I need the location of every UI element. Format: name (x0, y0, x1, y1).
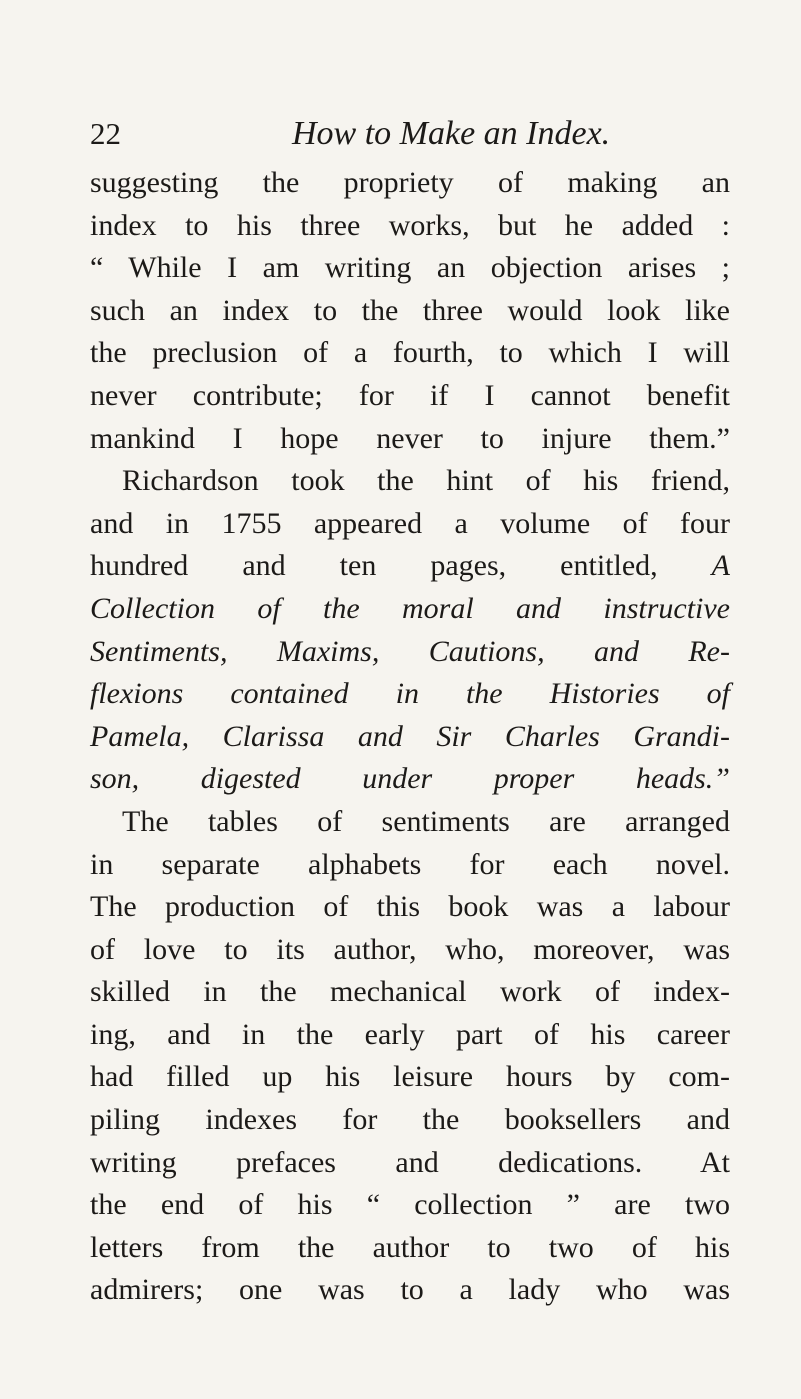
text-line (90, 758, 730, 801)
text-segment: Richardson took the hint of his friend, (122, 464, 730, 498)
text-segment: The tables of sentiments are arranged (122, 804, 730, 838)
text-segment: “ While I am writing an objection arises ; (90, 251, 730, 285)
text-segment: never contribute; for if I cannot benefit (90, 378, 730, 412)
text-line (90, 332, 730, 375)
text-segment: had filled up his leisure hours by com- (90, 1060, 730, 1094)
text-segment: such an index to the three would look like (90, 293, 730, 327)
text-line (90, 886, 730, 929)
text-line (90, 1014, 730, 1057)
italic-text-segment: flexions contained in the Histories of (90, 677, 730, 711)
text-line (90, 1269, 730, 1312)
text-segment: writing prefaces and dedications. At (90, 1145, 730, 1179)
italic-text-segment: son, digested under proper heads.” (90, 762, 730, 796)
text-segment: admirers; one was to a lady who was (90, 1273, 730, 1307)
text-segment: suggesting the propriety of making an (90, 166, 730, 199)
text-line (90, 716, 730, 759)
text-segment: and in 1755 appeared a volume of four (90, 506, 730, 540)
text-segment: the end of his “ collection ” are two (90, 1188, 730, 1222)
text-line (90, 1099, 730, 1142)
running-head (90, 112, 730, 156)
page-number: 22 (90, 116, 121, 151)
text-segment: ing, and in the early part of his career (90, 1017, 730, 1051)
text-segment: skilled in the mechanical work of index- (90, 975, 730, 1009)
text-segment: The production of this book was a labour (90, 890, 730, 924)
text-segment: mankind I hope never to injure them.” (90, 421, 730, 455)
text-segment: letters from the author to two of his (90, 1230, 730, 1264)
text-segment: piling indexes for the booksellers and (90, 1103, 730, 1137)
text-line (90, 460, 730, 503)
text-line (90, 375, 730, 418)
text-line (90, 588, 730, 631)
text-line (90, 1184, 730, 1227)
italic-text-segment: A (711, 549, 730, 583)
text-line (90, 1056, 730, 1099)
text-segment: index to his three works, but he added : (90, 208, 730, 242)
text-line (90, 1227, 730, 1270)
body-text (90, 162, 730, 1312)
italic-text-segment: Collection of the moral and instructive (90, 591, 730, 625)
text-line (90, 673, 730, 716)
text-line (90, 545, 730, 588)
text-line (90, 247, 730, 290)
text-line (90, 844, 730, 887)
text-line (90, 971, 730, 1014)
text-segment: the preclusion of a fourth, to which I will (90, 336, 730, 370)
text-segment: of love to its author, who, moreover, was (90, 932, 730, 966)
text-line (90, 801, 730, 844)
text-line (90, 162, 730, 205)
italic-text-segment: Sentiments, Maxims, Cautions, and Re- (90, 634, 730, 668)
text-segment: hundred and ten pages, entitled, (90, 549, 712, 583)
text-line (90, 631, 730, 674)
text-segment: in separate alphabets for each novel. (90, 847, 730, 881)
text-line (90, 290, 730, 333)
text-line (90, 503, 730, 546)
text-line (90, 418, 730, 461)
running-title: How to Make an Index. (292, 115, 611, 152)
text-line (90, 929, 730, 972)
text-line (90, 1142, 730, 1185)
italic-text-segment: Pamela, Clarissa and Sir Charles Grandi- (90, 719, 730, 753)
text-line (90, 205, 730, 248)
